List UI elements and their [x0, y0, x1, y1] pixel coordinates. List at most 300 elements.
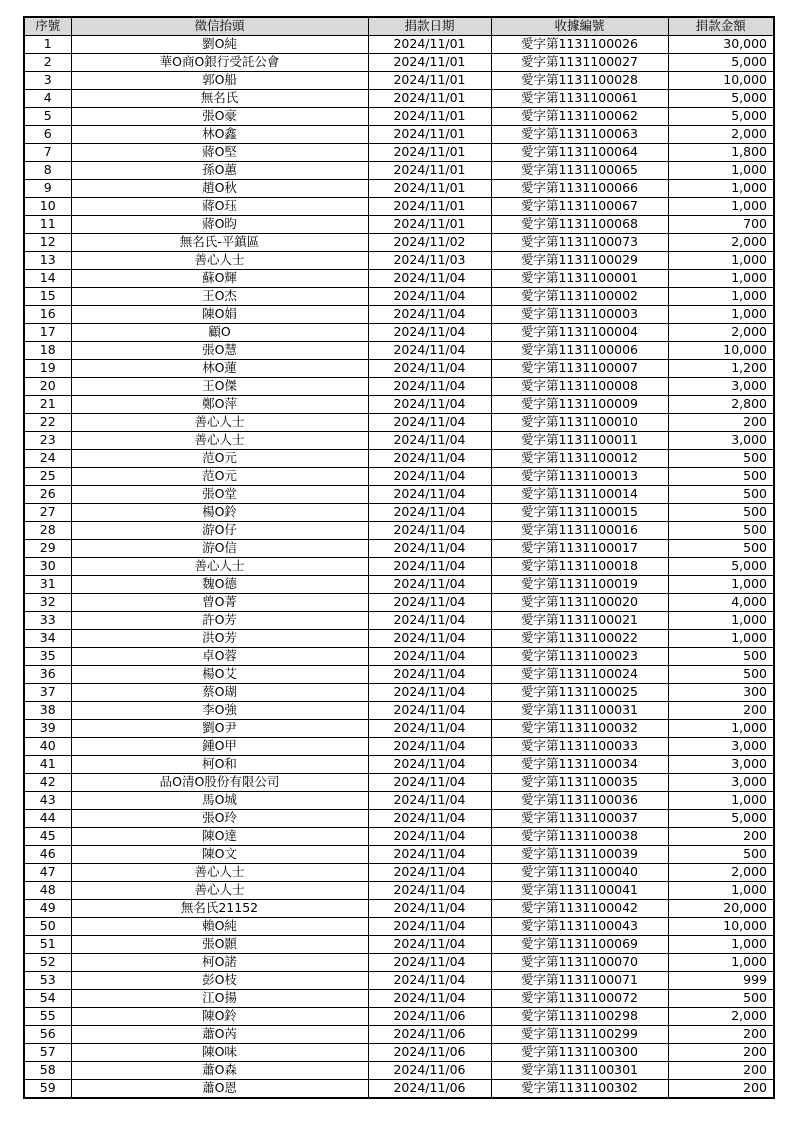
- table-row: [24, 558, 774, 576]
- cell-serial-number: 24: [24, 450, 71, 468]
- cell-donation-date: 2024/11/01: [368, 108, 491, 126]
- cell-donation-date: 2024/11/01: [368, 162, 491, 180]
- table-row: [24, 468, 774, 486]
- cell-serial-number: 10: [24, 198, 71, 216]
- cell-donor-title: 卓O蓉: [71, 648, 368, 666]
- cell-donation-amount: 10,000: [668, 72, 774, 90]
- table-row: [24, 180, 774, 198]
- cell-donation-amount: 1,000: [668, 198, 774, 216]
- cell-serial-number: 25: [24, 468, 71, 486]
- cell-serial-number: 58: [24, 1062, 71, 1080]
- cell-donation-amount: 1,000: [668, 162, 774, 180]
- cell-serial-number: 1: [24, 36, 71, 54]
- cell-serial-number: 26: [24, 486, 71, 504]
- cell-receipt-number: 愛字第1131100017: [491, 540, 668, 558]
- table-row: [24, 630, 774, 648]
- cell-donor-title: 范O元: [71, 468, 368, 486]
- cell-receipt-number: 愛字第1131100006: [491, 342, 668, 360]
- cell-donation-date: 2024/11/01: [368, 54, 491, 72]
- cell-donation-date: 2024/11/01: [368, 216, 491, 234]
- cell-serial-number: 34: [24, 630, 71, 648]
- cell-donation-amount: 999: [668, 972, 774, 990]
- cell-donation-date: 2024/11/04: [368, 522, 491, 540]
- cell-donation-amount: 20,000: [668, 900, 774, 918]
- cell-donation-date: 2024/11/04: [368, 306, 491, 324]
- cell-receipt-number: 愛字第1131100033: [491, 738, 668, 756]
- table-row: [24, 1080, 774, 1099]
- cell-receipt-number: 愛字第1131100039: [491, 846, 668, 864]
- cell-donor-title: 游O信: [71, 540, 368, 558]
- cell-donation-amount: 1,000: [668, 288, 774, 306]
- cell-serial-number: 15: [24, 288, 71, 306]
- table-row: [24, 216, 774, 234]
- cell-donation-date: 2024/11/01: [368, 144, 491, 162]
- cell-receipt-number: 愛字第1131100009: [491, 396, 668, 414]
- cell-donation-date: 2024/11/01: [368, 36, 491, 54]
- cell-receipt-number: 愛字第1131100043: [491, 918, 668, 936]
- cell-serial-number: 47: [24, 864, 71, 882]
- cell-donor-title: 張O慧: [71, 342, 368, 360]
- table-row: [24, 90, 774, 108]
- cell-receipt-number: 愛字第1131100064: [491, 144, 668, 162]
- cell-donation-date: 2024/11/04: [368, 846, 491, 864]
- cell-donation-amount: 2,800: [668, 396, 774, 414]
- cell-donor-title: 鄭O萍: [71, 396, 368, 414]
- cell-receipt-number: 愛字第1131100007: [491, 360, 668, 378]
- cell-donor-title: 林O鑫: [71, 126, 368, 144]
- table-row: [24, 522, 774, 540]
- table-row: [24, 540, 774, 558]
- cell-serial-number: 28: [24, 522, 71, 540]
- cell-receipt-number: 愛字第1131100034: [491, 756, 668, 774]
- cell-donation-amount: 1,000: [668, 792, 774, 810]
- cell-donation-amount: 5,000: [668, 90, 774, 108]
- table-row: [24, 360, 774, 378]
- table-row: [24, 414, 774, 432]
- cell-receipt-number: 愛字第1131100015: [491, 504, 668, 522]
- cell-serial-number: 18: [24, 342, 71, 360]
- cell-receipt-number: 愛字第1131100301: [491, 1062, 668, 1080]
- cell-donation-date: 2024/11/04: [368, 990, 491, 1008]
- header-receipt-number: 收據編號: [491, 17, 668, 36]
- cell-donation-date: 2024/11/04: [368, 792, 491, 810]
- cell-donation-amount: 1,000: [668, 306, 774, 324]
- cell-serial-number: 59: [24, 1080, 71, 1099]
- cell-donation-amount: 500: [668, 990, 774, 1008]
- cell-serial-number: 45: [24, 828, 71, 846]
- cell-donor-title: 蕭O恩: [71, 1080, 368, 1099]
- table-row: [24, 1008, 774, 1026]
- cell-donation-amount: 5,000: [668, 558, 774, 576]
- cell-donation-date: 2024/11/04: [368, 504, 491, 522]
- cell-serial-number: 40: [24, 738, 71, 756]
- cell-receipt-number: 愛字第1131100002: [491, 288, 668, 306]
- cell-donation-date: 2024/11/06: [368, 1008, 491, 1026]
- cell-donor-title: 鍾O甲: [71, 738, 368, 756]
- cell-donor-title: 趙O秋: [71, 180, 368, 198]
- cell-receipt-number: 愛字第1131100070: [491, 954, 668, 972]
- cell-donation-date: 2024/11/04: [368, 918, 491, 936]
- table-row: [24, 864, 774, 882]
- table-row: [24, 810, 774, 828]
- cell-donation-amount: 3,000: [668, 378, 774, 396]
- cell-donation-amount: 500: [668, 846, 774, 864]
- cell-donor-title: 范O元: [71, 450, 368, 468]
- table-row: [24, 774, 774, 792]
- table-row: [24, 324, 774, 342]
- table-row: [24, 1062, 774, 1080]
- cell-donation-date: 2024/11/04: [368, 630, 491, 648]
- cell-donor-title: 無名氏: [71, 90, 368, 108]
- cell-donation-date: 2024/11/04: [368, 666, 491, 684]
- cell-receipt-number: 愛字第1131100018: [491, 558, 668, 576]
- cell-donation-amount: 700: [668, 216, 774, 234]
- cell-donor-title: 華O商O銀行受託公會: [71, 54, 368, 72]
- cell-donation-amount: 500: [668, 468, 774, 486]
- cell-serial-number: 16: [24, 306, 71, 324]
- cell-serial-number: 50: [24, 918, 71, 936]
- cell-donor-title: 蔣O珏: [71, 198, 368, 216]
- cell-donor-title: 楊O鈴: [71, 504, 368, 522]
- cell-receipt-number: 愛字第1131100008: [491, 378, 668, 396]
- cell-receipt-number: 愛字第1131100042: [491, 900, 668, 918]
- cell-serial-number: 43: [24, 792, 71, 810]
- table-row: [24, 36, 774, 54]
- table-row: [24, 846, 774, 864]
- cell-donor-title: 賴O純: [71, 918, 368, 936]
- cell-serial-number: 44: [24, 810, 71, 828]
- cell-donation-amount: 200: [668, 1044, 774, 1062]
- table-row: [24, 684, 774, 702]
- cell-donation-amount: 3,000: [668, 756, 774, 774]
- cell-receipt-number: 愛字第1131100067: [491, 198, 668, 216]
- cell-donation-amount: 500: [668, 504, 774, 522]
- cell-donation-date: 2024/11/04: [368, 324, 491, 342]
- cell-donor-title: 善心人士: [71, 252, 368, 270]
- cell-serial-number: 29: [24, 540, 71, 558]
- table-row: [24, 738, 774, 756]
- cell-donor-title: 孫O蕙: [71, 162, 368, 180]
- cell-serial-number: 57: [24, 1044, 71, 1062]
- cell-serial-number: 36: [24, 666, 71, 684]
- cell-donation-date: 2024/11/04: [368, 486, 491, 504]
- table-row: [24, 594, 774, 612]
- table-row: [24, 792, 774, 810]
- table-row: [24, 576, 774, 594]
- table-row: [24, 126, 774, 144]
- cell-donation-amount: 1,000: [668, 612, 774, 630]
- cell-donor-title: 善心人士: [71, 864, 368, 882]
- cell-donation-amount: 500: [668, 540, 774, 558]
- cell-donor-title: 無名氏21152: [71, 900, 368, 918]
- cell-receipt-number: 愛字第1131100019: [491, 576, 668, 594]
- cell-donor-title: 曾O菁: [71, 594, 368, 612]
- cell-serial-number: 13: [24, 252, 71, 270]
- cell-donation-amount: 4,000: [668, 594, 774, 612]
- cell-serial-number: 55: [24, 1008, 71, 1026]
- cell-donor-title: 王O傑: [71, 378, 368, 396]
- cell-serial-number: 53: [24, 972, 71, 990]
- table-header: [24, 17, 774, 36]
- cell-donor-title: 王O杰: [71, 288, 368, 306]
- cell-donor-title: 陳O娟: [71, 306, 368, 324]
- table-row: [24, 162, 774, 180]
- cell-donor-title: 蕭O森: [71, 1062, 368, 1080]
- cell-donor-title: 無名氏-平鎮區: [71, 234, 368, 252]
- cell-donation-amount: 500: [668, 450, 774, 468]
- cell-receipt-number: 愛字第1131100014: [491, 486, 668, 504]
- cell-donation-date: 2024/11/01: [368, 72, 491, 90]
- cell-donor-title: 張O堂: [71, 486, 368, 504]
- cell-donation-amount: 300: [668, 684, 774, 702]
- cell-serial-number: 46: [24, 846, 71, 864]
- header-serial-number: 序號: [24, 17, 71, 36]
- cell-donation-date: 2024/11/04: [368, 738, 491, 756]
- cell-donation-amount: 2,000: [668, 864, 774, 882]
- header-donation-date: 捐款日期: [368, 17, 491, 36]
- cell-donation-amount: 200: [668, 702, 774, 720]
- cell-donation-amount: 200: [668, 1026, 774, 1044]
- cell-donation-date: 2024/11/01: [368, 198, 491, 216]
- cell-donation-amount: 500: [668, 486, 774, 504]
- cell-receipt-number: 愛字第1131100004: [491, 324, 668, 342]
- cell-donor-title: 許O芳: [71, 612, 368, 630]
- cell-receipt-number: 愛字第1131100016: [491, 522, 668, 540]
- cell-receipt-number: 愛字第1131100066: [491, 180, 668, 198]
- cell-receipt-number: 愛字第1131100013: [491, 468, 668, 486]
- cell-receipt-number: 愛字第1131100062: [491, 108, 668, 126]
- table-row: [24, 936, 774, 954]
- cell-donation-date: 2024/11/04: [368, 360, 491, 378]
- cell-donation-date: 2024/11/04: [368, 378, 491, 396]
- cell-donation-amount: 2,000: [668, 234, 774, 252]
- cell-receipt-number: 愛字第1131100069: [491, 936, 668, 954]
- cell-serial-number: 37: [24, 684, 71, 702]
- cell-donation-date: 2024/11/01: [368, 180, 491, 198]
- header-donor-title: 徵信抬頭: [71, 17, 368, 36]
- cell-serial-number: 2: [24, 54, 71, 72]
- cell-serial-number: 49: [24, 900, 71, 918]
- cell-receipt-number: 愛字第1131100298: [491, 1008, 668, 1026]
- cell-donation-date: 2024/11/06: [368, 1080, 491, 1099]
- cell-donation-amount: 500: [668, 522, 774, 540]
- cell-receipt-number: 愛字第1131100065: [491, 162, 668, 180]
- cell-donation-date: 2024/11/04: [368, 702, 491, 720]
- cell-serial-number: 8: [24, 162, 71, 180]
- cell-receipt-number: 愛字第1131100071: [491, 972, 668, 990]
- table-row: [24, 828, 774, 846]
- table-row: [24, 234, 774, 252]
- cell-donation-amount: 1,000: [668, 936, 774, 954]
- cell-serial-number: 20: [24, 378, 71, 396]
- cell-donation-date: 2024/11/04: [368, 576, 491, 594]
- cell-donor-title: 陳O達: [71, 828, 368, 846]
- table-row: [24, 720, 774, 738]
- cell-serial-number: 30: [24, 558, 71, 576]
- table-row: [24, 450, 774, 468]
- cell-donation-date: 2024/11/04: [368, 468, 491, 486]
- table-row: [24, 612, 774, 630]
- cell-serial-number: 39: [24, 720, 71, 738]
- cell-serial-number: 4: [24, 90, 71, 108]
- cell-serial-number: 35: [24, 648, 71, 666]
- table-row: [24, 756, 774, 774]
- cell-donor-title: 善心人士: [71, 882, 368, 900]
- cell-donor-title: 蕭O芮: [71, 1026, 368, 1044]
- cell-donation-date: 2024/11/04: [368, 954, 491, 972]
- cell-receipt-number: 愛字第1131100036: [491, 792, 668, 810]
- cell-serial-number: 31: [24, 576, 71, 594]
- cell-donation-amount: 2,000: [668, 324, 774, 342]
- cell-donation-date: 2024/11/04: [368, 684, 491, 702]
- cell-donor-title: 林O蓮: [71, 360, 368, 378]
- cell-donation-date: 2024/11/04: [368, 270, 491, 288]
- cell-serial-number: 9: [24, 180, 71, 198]
- table-body: [24, 36, 774, 1099]
- table-row: [24, 378, 774, 396]
- cell-donation-amount: 2,000: [668, 1008, 774, 1026]
- table-row: [24, 342, 774, 360]
- cell-serial-number: 17: [24, 324, 71, 342]
- cell-receipt-number: 愛字第1131100300: [491, 1044, 668, 1062]
- table-row: [24, 270, 774, 288]
- table-row: [24, 1026, 774, 1044]
- cell-receipt-number: 愛字第1131100029: [491, 252, 668, 270]
- cell-donation-date: 2024/11/04: [368, 432, 491, 450]
- cell-receipt-number: 愛字第1131100068: [491, 216, 668, 234]
- table-row: [24, 288, 774, 306]
- cell-donor-title: 楊O艾: [71, 666, 368, 684]
- table-row: [24, 900, 774, 918]
- cell-donation-date: 2024/11/04: [368, 756, 491, 774]
- cell-donation-date: 2024/11/04: [368, 540, 491, 558]
- cell-receipt-number: 愛字第1131100302: [491, 1080, 668, 1099]
- cell-donation-date: 2024/11/04: [368, 774, 491, 792]
- cell-donor-title: 張O豪: [71, 108, 368, 126]
- table-row: [24, 648, 774, 666]
- cell-donation-date: 2024/11/04: [368, 612, 491, 630]
- cell-donation-amount: 200: [668, 414, 774, 432]
- cell-serial-number: 32: [24, 594, 71, 612]
- cell-donation-date: 2024/11/04: [368, 972, 491, 990]
- cell-donation-date: 2024/11/06: [368, 1062, 491, 1080]
- cell-receipt-number: 愛字第1131100010: [491, 414, 668, 432]
- cell-receipt-number: 愛字第1131100011: [491, 432, 668, 450]
- cell-donor-title: 馬O城: [71, 792, 368, 810]
- cell-donation-date: 2024/11/04: [368, 594, 491, 612]
- cell-donor-title: 品O清O股份有限公司: [71, 774, 368, 792]
- cell-donation-date: 2024/11/04: [368, 936, 491, 954]
- cell-receipt-number: 愛字第1131100031: [491, 702, 668, 720]
- cell-serial-number: 41: [24, 756, 71, 774]
- header-donation-amount: 捐款金額: [668, 17, 774, 36]
- cell-donation-amount: 1,200: [668, 360, 774, 378]
- table-row: [24, 990, 774, 1008]
- cell-serial-number: 12: [24, 234, 71, 252]
- cell-donor-title: 柯O和: [71, 756, 368, 774]
- cell-donation-amount: 5,000: [668, 54, 774, 72]
- cell-receipt-number: 愛字第1131100022: [491, 630, 668, 648]
- cell-donor-title: 劉O純: [71, 36, 368, 54]
- cell-serial-number: 51: [24, 936, 71, 954]
- cell-donation-amount: 2,000: [668, 126, 774, 144]
- cell-serial-number: 5: [24, 108, 71, 126]
- cell-receipt-number: 愛字第1131100072: [491, 990, 668, 1008]
- cell-serial-number: 33: [24, 612, 71, 630]
- cell-donor-title: 陳O文: [71, 846, 368, 864]
- table-row: [24, 306, 774, 324]
- cell-donation-amount: 1,000: [668, 630, 774, 648]
- cell-donation-amount: 5,000: [668, 108, 774, 126]
- cell-donation-amount: 3,000: [668, 774, 774, 792]
- cell-donation-amount: 200: [668, 1080, 774, 1099]
- table-row: [24, 504, 774, 522]
- cell-donation-amount: 10,000: [668, 918, 774, 936]
- table-row: [24, 972, 774, 990]
- donation-table: [23, 16, 775, 1099]
- cell-donation-amount: 1,000: [668, 954, 774, 972]
- cell-serial-number: 3: [24, 72, 71, 90]
- cell-donor-title: 張O顥: [71, 936, 368, 954]
- cell-donation-date: 2024/11/04: [368, 414, 491, 432]
- cell-donation-amount: 5,000: [668, 810, 774, 828]
- table-row: [24, 198, 774, 216]
- table-row: [24, 72, 774, 90]
- cell-donation-date: 2024/11/02: [368, 234, 491, 252]
- cell-receipt-number: 愛字第1131100003: [491, 306, 668, 324]
- cell-receipt-number: 愛字第1131100001: [491, 270, 668, 288]
- cell-donation-date: 2024/11/04: [368, 864, 491, 882]
- cell-donation-amount: 1,000: [668, 576, 774, 594]
- cell-serial-number: 27: [24, 504, 71, 522]
- cell-donation-date: 2024/11/04: [368, 342, 491, 360]
- cell-donor-title: 善心人士: [71, 432, 368, 450]
- cell-serial-number: 11: [24, 216, 71, 234]
- cell-donation-amount: 1,800: [668, 144, 774, 162]
- cell-donation-amount: 500: [668, 648, 774, 666]
- cell-receipt-number: 愛字第1131100020: [491, 594, 668, 612]
- cell-donation-date: 2024/11/04: [368, 900, 491, 918]
- cell-serial-number: 38: [24, 702, 71, 720]
- cell-donation-amount: 1,000: [668, 270, 774, 288]
- cell-donation-date: 2024/11/01: [368, 90, 491, 108]
- cell-receipt-number: 愛字第1131100073: [491, 234, 668, 252]
- cell-donation-amount: 1,000: [668, 882, 774, 900]
- cell-donation-amount: 1,000: [668, 180, 774, 198]
- cell-receipt-number: 愛字第1131100027: [491, 54, 668, 72]
- cell-receipt-number: 愛字第1131100299: [491, 1026, 668, 1044]
- table-row: [24, 666, 774, 684]
- cell-donor-title: 陳O鈴: [71, 1008, 368, 1026]
- cell-donation-amount: 10,000: [668, 342, 774, 360]
- cell-donor-title: 江O揚: [71, 990, 368, 1008]
- table-row: [24, 918, 774, 936]
- cell-donation-date: 2024/11/04: [368, 720, 491, 738]
- cell-receipt-number: 愛字第1131100028: [491, 72, 668, 90]
- table-row: [24, 486, 774, 504]
- cell-donation-amount: 30,000: [668, 36, 774, 54]
- cell-serial-number: 6: [24, 126, 71, 144]
- cell-donation-date: 2024/11/01: [368, 126, 491, 144]
- cell-serial-number: 42: [24, 774, 71, 792]
- cell-receipt-number: 愛字第1131100021: [491, 612, 668, 630]
- cell-serial-number: 48: [24, 882, 71, 900]
- cell-donor-title: 洪O芳: [71, 630, 368, 648]
- cell-donor-title: 魏O德: [71, 576, 368, 594]
- cell-donation-date: 2024/11/04: [368, 882, 491, 900]
- cell-receipt-number: 愛字第1131100041: [491, 882, 668, 900]
- cell-receipt-number: 愛字第1131100023: [491, 648, 668, 666]
